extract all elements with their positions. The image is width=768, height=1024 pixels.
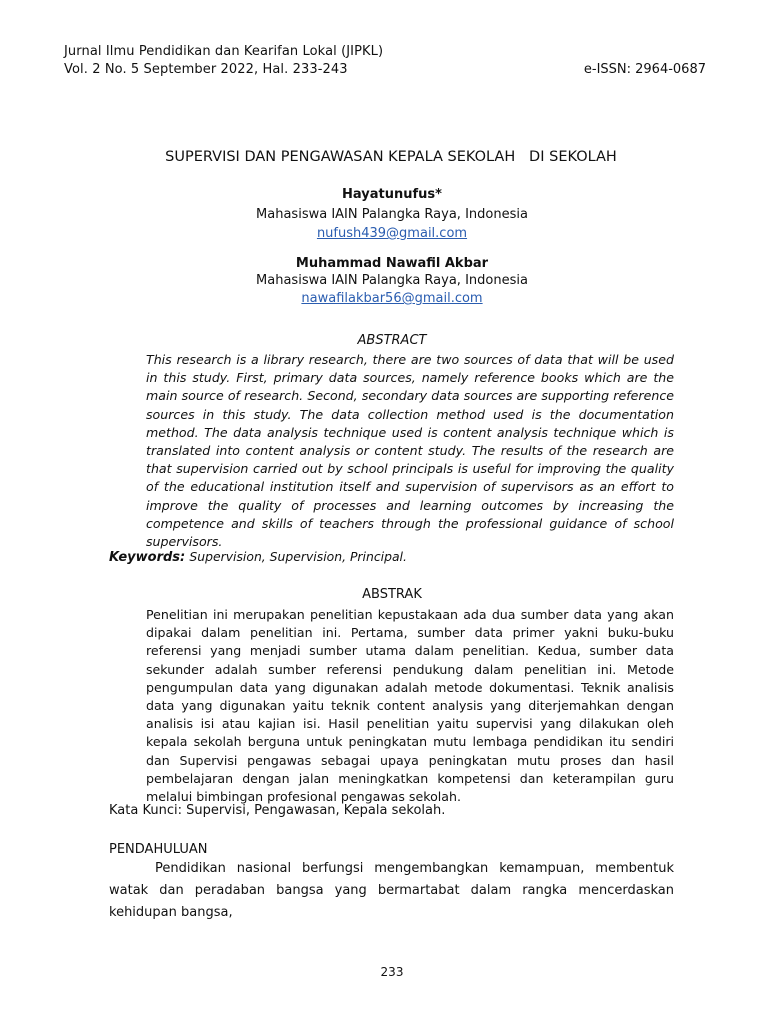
author-email-1[interactable]: nufush439@gmail.com [316, 226, 468, 241]
author-affiliation-1: Mahasiswa IAIN Palangka Raya, Indonesia [256, 207, 528, 222]
keywords-value: Supervision, Supervision, Principal. [189, 549, 407, 564]
page-number: 233 [380, 965, 404, 979]
keywords-line [109, 549, 407, 565]
kata-kunci-line [109, 803, 445, 818]
issn: e-ISSN: 2964-0687 [583, 62, 706, 77]
author-affiliation-2: Mahasiswa IAIN Palangka Raya, Indonesia [256, 273, 528, 288]
kata-kunci-value: : Supervisi, Pengawasan, Kepala sekolah. [177, 803, 446, 818]
keywords-label: Keywords: [109, 550, 186, 565]
author-name-2: Muhammad Nawafil Akbar [295, 256, 489, 271]
intro-paragraph [109, 858, 674, 924]
abstrak-text: Penelitian ini merupakan penelitian kepustakaan ada dua sumber data yang akan dipakai dalam penelitian ini. Pertama, sumber data primer yakni buku-buku referensi yang menjadi sumber utama dalam penelitian. Kedua, sumber data sekunder adalah sumber referensi pendukung dalam penelitian ini. Metode pengumpulan data yang digunakan adalah metode dokumentasi. Teknik analisis data yang digunakan yaitu teknik content analysis yang diterjemahkan dengan analisis isi atau kajian isi. Hasil penelitian yaitu supervisi yang dilakukan oleh kepala sekolah berguna untuk peningkatan mutu lembaga pendidikan itu sendiri dan Supervisi pengawas sebagai upaya peningkatan mutu proses dan hasil pembelajaran dengan jalan meningkatkan kompetensi dan keterampilan guru melalui bimbingan profesional pengawas sekolah. [146, 607, 674, 805]
abstract-text: This research is a library research, there are two sources of data that will be used in this study. First, primary data sources, namely reference books which are the main source of research. Second, secondary data sources are supporting reference sources in this study. The data collection method used is the documentation method. The data analysis technique used is content analysis technique which is translated into content analysis or content study. The results of the research are that supervision carried out by school principals is useful for improving the quality of the educational institution itself and supervision of supervisors as an effort to improve the quality of processes and learning outcomes by increasing the competence and skills of teachers through the professional guidance of school supervisors. [146, 352, 674, 550]
author-email-2[interactable]: nawafilakbar56@gmail.com [301, 291, 483, 306]
volume-info: Vol. 2 No. 5 September 2022, Hal. 233-243 [64, 62, 348, 77]
intro-heading: PENDAHULUAN [109, 842, 208, 857]
kata-kunci-label: Kata Kunci [109, 803, 178, 818]
author-name-1: Hayatunufus* [342, 187, 442, 202]
paper-title: SUPERVISI DAN PENGAWASAN KEPALA SEKOLAH DI SEKOLAH [165, 149, 617, 165]
abstract-heading: ABSTRACT [357, 333, 427, 348]
abstrak-heading: ABSTRAK [362, 587, 422, 602]
journal-name: Jurnal Ilmu Pendidikan dan Kearifan Lokal (JIPKL) [64, 44, 384, 59]
intro-text: Pendidikan nasional berfungsi mengembangkan kemampuan, membentuk watak dan peradaban bangsa yang bermartabat dalam rangka mencerdaskan kehidupan bangsa, [109, 861, 674, 920]
